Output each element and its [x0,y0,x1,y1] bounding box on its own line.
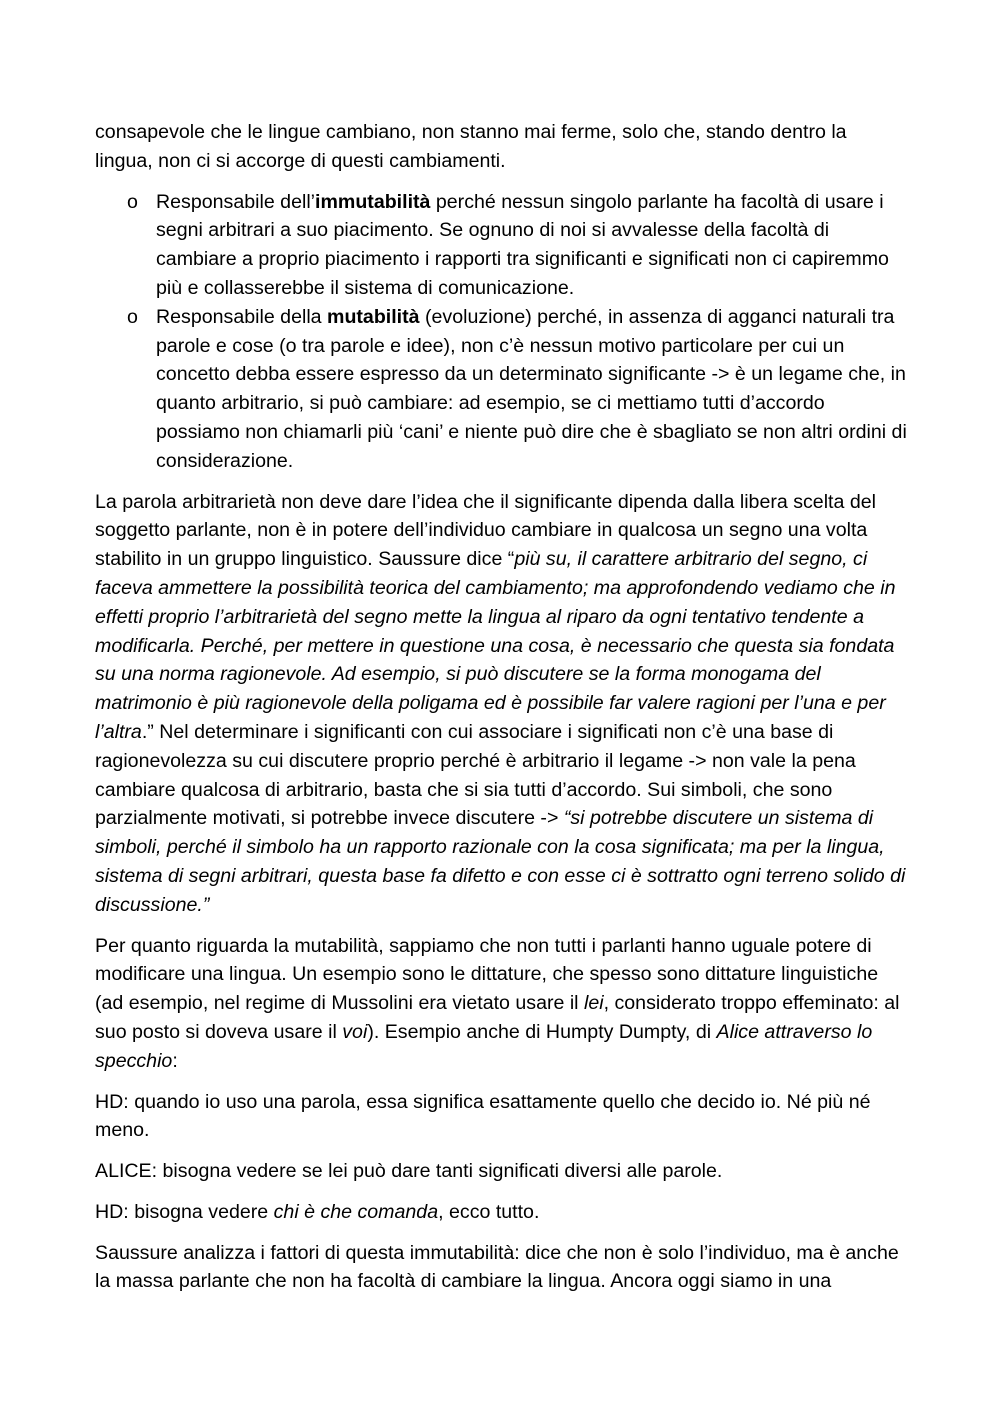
paragraph-text: La parola arbitrarietà non deve dare l’idea che il significante dipenda dalla libera scelta del soggetto parlante, non è in potere dell’individuo cambiare in qualcosa un segno una volta stabilito in un gruppo linguistico. Saussure dice “ [95,490,876,571]
bullet-text: Responsabile dell’ [156,190,316,213]
dialogue-text: ALICE: bisogna vedere se lei può dare tanti significati diversi alle parole. [95,1160,723,1183]
dialogue-line-hd-2 [95,1198,907,1227]
dialogue-line-hd [95,1088,907,1146]
bullet-list [95,188,907,476]
paragraph-arbitrarieta [95,488,907,920]
bullet-bold-term: mutabilità [327,305,420,328]
bullet-text: (evoluzione) perché, in assenza di agganci naturali tra parole e cose (o tra parole e idee), non c’è nessun motivo particolare per cui un concetto debba essere espresso da un determinato significante -> è un legame che, in quanto arbitrario, si può cambiare: ad esempio, se ci mettiamo tutti d’accordo possiamo non chiamarli più ‘cani’ e niente può dire che è sbagliato se non altri ordini di considerazione. [156,305,907,472]
paragraph-text: ). Esempio anche di Humpty Dumpty, di [367,1020,717,1043]
saussure-quote: “si potrebbe discutere un sistema di simboli, perché il simbolo ha un rapporto razionale con la cosa significata; ma per la lingua, sistema di segni arbitrari, questa base fa difetto e con esse ci è sottratto ogni terreno solido di discussione.” [95,807,906,916]
bullet-bold-term: immutabilità [315,190,431,213]
bullet-item-immutabilita [95,188,907,303]
italic-term: lei [583,992,604,1015]
bullet-marker: o [127,190,138,213]
dialogue-text: HD: bisogna vedere [95,1200,274,1223]
paragraph-final [95,1239,907,1297]
paragraph-text: Per quanto riguarda la mutabilità, sappiamo che non tutti i parlanti hanno uguale potere di modificare una lingua. Un esempio sono le dittature, che spesso sono dittature linguistiche (ad esempio, nel regime di Mussolini era vietato usare il [95,934,879,1015]
book-title: Alice attraverso lo specchio [95,1020,873,1072]
paragraph-intro-text: consapevole che le lingue cambiano, non stanno mai ferme, solo che, stando dentro la lingua, non ci si accorge di questi cambiamenti. [95,121,847,172]
dialogue-italic: chi è che comanda [273,1200,439,1223]
saussure-quote: più su, il carattere arbitrario del segno, ci faceva ammettere la possibilità teorica del cambiamento; ma approfondendo vediamo che in effetti proprio l’arbitrarietà del segno mette la lingua al riparo da ogni tentativo tendente a modificarla. Perché, per mettere in questione una cosa, è necessario che questa sia fondata su una norma ragionevole. Ad esempio, si può discutere se la forma monogama del matrimonio è più ragionevole della poligama ed è possibile far valere ragioni per l’una e per l’altra [95,548,896,743]
paragraph-mutabilita [95,932,907,1076]
dialogue-text: HD: quando io uso una parola, essa significa esattamente quello che decido io. Né più né meno. [95,1090,871,1142]
paragraph-text: : [172,1049,178,1072]
bullet-text: Responsabile della [156,305,328,328]
document-body [95,118,907,1308]
bullet-text: perché nessun singolo parlante ha facoltà di usare i segni arbitrari a suo piacimento. Se ognuno di noi si avvalesse della facoltà di cambiare a proprio piacimento i rapporti tra significanti e significati non ci capiremmo più e collasserebbe il sistema di comunicazione. [156,190,889,299]
paragraph-text: , considerato troppo effeminato: al suo posto si doveva usare il [95,992,900,1043]
paragraph-intro [95,118,907,176]
paragraph-text: Saussure analizza i fattori di questa immutabilità: dice che non è solo l’individuo, ma è anche la massa parlante che non ha facoltà di cambiare la lingua. Ancora oggi siamo in una [95,1241,899,1293]
bullet-marker: o [127,305,138,328]
italic-term: voi [342,1020,368,1043]
paragraph-text: .” Nel determinare i significanti con cui associare i significati non c’è una base di ragionevolezza su cui discutere proprio perché è arbitrario il legame -> non vale la pena cambiare qualcosa di arbitrario, basta che si sia tutti d’accordo. Sui simboli, che sono parzialmente motivati, si potrebbe invece discutere -> [95,720,856,830]
bullet-item-mutabilita [95,303,907,476]
dialogue-line-alice [95,1157,907,1186]
dialogue-text: , ecco tutto. [438,1200,540,1223]
